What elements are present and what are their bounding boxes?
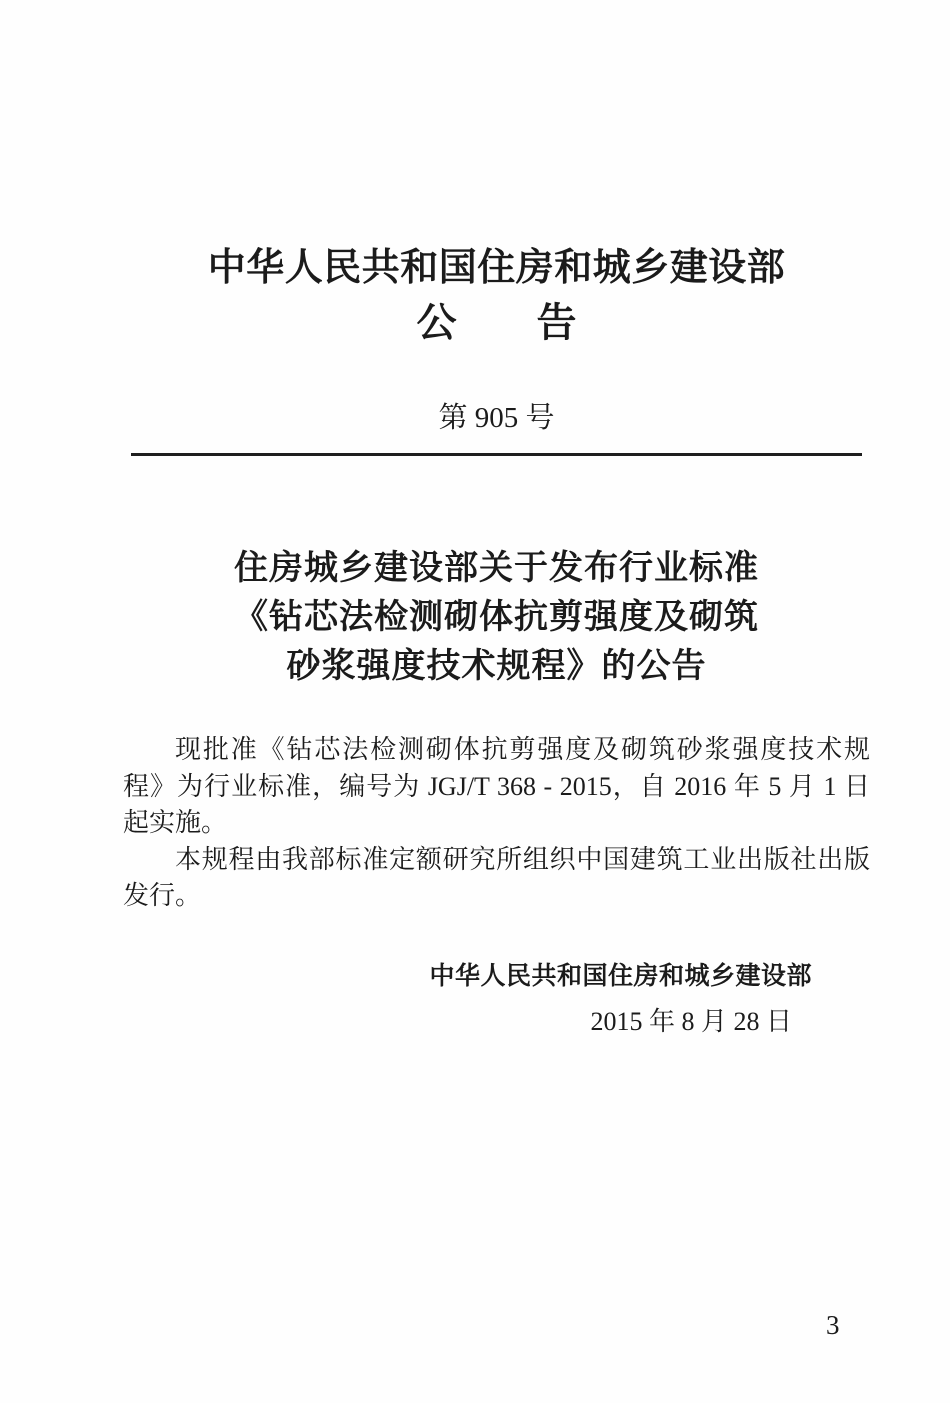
body-line-2: 程》为行业标准，编号为 JGJ/T 368 - 2015，自 2016 年 5 月 1 日 — [123, 771, 870, 801]
notice-body — [123, 732, 870, 915]
signature-block — [123, 959, 870, 1039]
notice-title — [123, 544, 870, 691]
header-announcement-number: 第 905 号 — [438, 402, 555, 434]
signature-date: 2015 年 8 月 28 日 — [590, 1006, 792, 1036]
header-announcement-word: 公 告 — [416, 301, 577, 345]
body-line-1: 现批准《钻芯法检测砌体抗剪强度及砌筑砂浆强度技术规 — [175, 735, 870, 764]
header-ministry-title: 中华人民共和国住房和城乡建设部 — [207, 247, 786, 289]
notice-title-line-1: 住房城乡建设部关于发布行业标准 — [234, 549, 759, 587]
page-number: 3 — [826, 1310, 840, 1340]
body-line-4: 本规程由我部标准定额研究所组织中国建筑工业出版社出版 — [175, 844, 870, 874]
body-line-3: 起实施。 — [123, 808, 228, 837]
signature-ministry: 中华人民共和国住房和城乡建设部 — [429, 961, 812, 990]
notice-title-line-2: 《钻芯法检测砌体抗剪强度及砌筑 — [234, 598, 759, 636]
document-content-column — [123, 0, 870, 1039]
horizontal-divider-rule — [131, 453, 862, 456]
notice-title-line-3: 砂浆强度技术规程》的公告 — [286, 647, 707, 685]
body-line-5: 发行。 — [123, 881, 202, 910]
